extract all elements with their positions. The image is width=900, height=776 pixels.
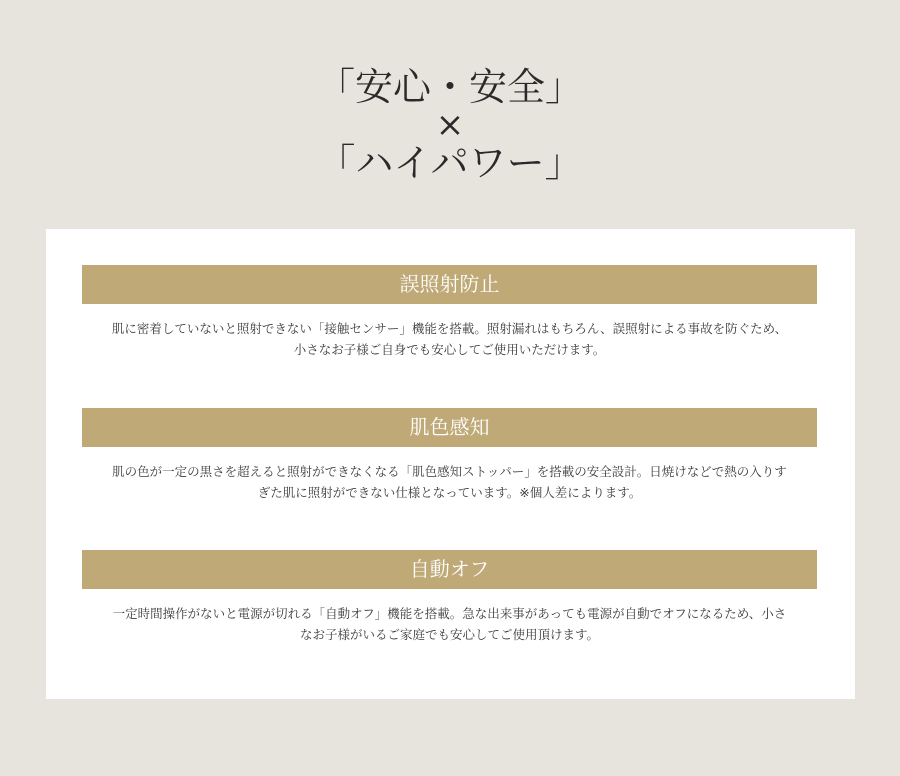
section-title: 自動オフ bbox=[82, 550, 817, 589]
section-skin-color-detection bbox=[82, 408, 817, 503]
headline bbox=[0, 62, 900, 185]
section-title: 肌色感知 bbox=[82, 408, 817, 447]
feature-card bbox=[46, 229, 855, 699]
section-description: 肌の色が一定の黒さを超えると照射ができなくなる「肌色感知ストッパー」を搭載の安全設計。日焼けなどで熱の入りす ぎた肌に照射ができない仕様となっています。※個人差によります。 bbox=[112, 464, 787, 500]
section-description: 肌に密着していないと照射できない「接触センサー」機能を搭載。照射漏れはもちろん、誤照射による事故を防ぐため、 小さなお子様ご自身でも安心してご使用いただけます。 bbox=[111, 321, 788, 357]
section-title: 誤照射防止 bbox=[82, 265, 817, 304]
section-misfire-prevention bbox=[82, 265, 817, 360]
headline-line-1: 「安心・安全」 bbox=[316, 65, 583, 109]
section-description: 一定時間操作がないと電源が切れる「自動オフ」機能を搭載。急な出来事があっても電源が自動でオフになるため、小さ なお子様がいるご家庭でも安心してご使用頂けます。 bbox=[112, 606, 787, 642]
headline-times-symbol: × bbox=[435, 105, 465, 145]
headline-line-3: 「ハイパワー」 bbox=[317, 141, 583, 185]
section-auto-off bbox=[82, 550, 817, 645]
